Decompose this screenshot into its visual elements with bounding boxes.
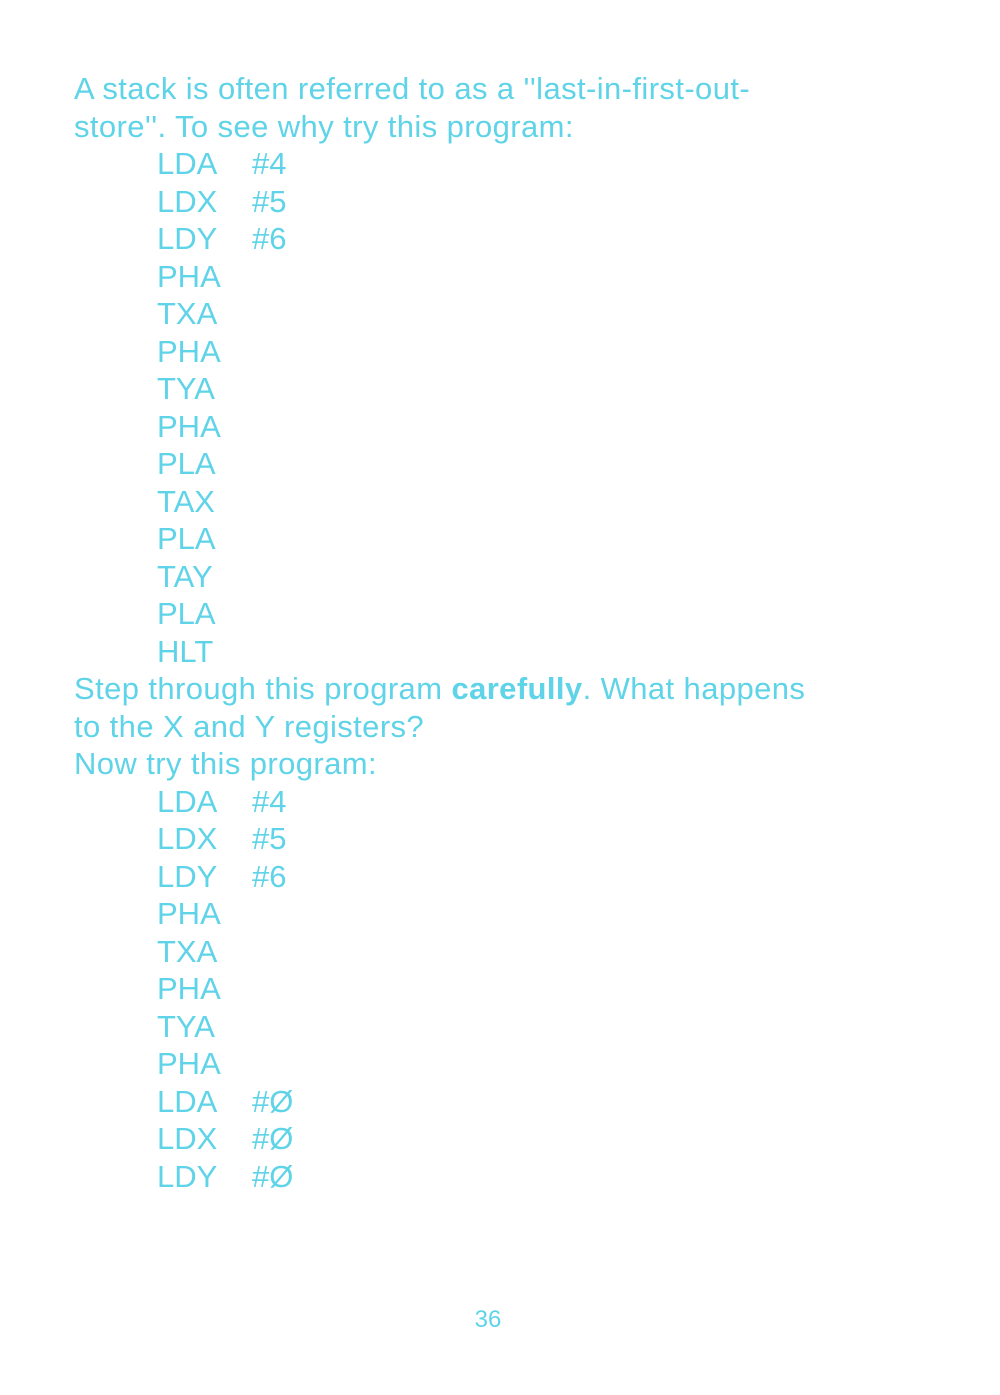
page-number: 36 (474, 1306, 502, 1333)
code-operand: #4 (252, 783, 287, 819)
code-line (157, 1158, 904, 1196)
middle-line-3: Now try this program: (74, 746, 377, 781)
code-line (157, 1008, 904, 1046)
code-mnemonic: PHA (157, 408, 221, 444)
code-operand: #Ø (252, 1121, 294, 1156)
code-mnemonic: PHA (157, 258, 221, 294)
code-mnemonic: TAY (157, 558, 213, 594)
code-mnemonic: LDX (157, 1121, 218, 1156)
code-line (157, 145, 904, 183)
code-line (157, 295, 904, 333)
intro-line-1: A stack is often referred to as a ''last-in-first-out- (74, 71, 751, 106)
code-mnemonic: LDY (157, 1158, 218, 1194)
code-mnemonic: PHA (157, 971, 221, 1006)
program-listing-2 (74, 783, 904, 1196)
code-line (157, 333, 904, 371)
code-line (157, 370, 904, 408)
code-line (157, 858, 904, 896)
code-line (157, 895, 904, 933)
middle-line-2: to the X and Y registers? (74, 708, 425, 744)
code-mnemonic: LDY (157, 221, 218, 256)
code-line (157, 483, 904, 521)
page-content (74, 70, 904, 1195)
code-mnemonic: TXA (157, 296, 218, 331)
code-mnemonic: PLA (157, 521, 216, 556)
code-operand: #4 (252, 146, 287, 181)
code-line (157, 933, 904, 971)
code-line (157, 595, 904, 633)
intro-paragraph (74, 70, 904, 145)
code-line (157, 520, 904, 558)
code-mnemonic: LDX (157, 821, 218, 856)
code-mnemonic: PHA (157, 1046, 221, 1081)
code-line (157, 970, 904, 1008)
code-operand: #5 (252, 821, 287, 856)
code-operand: #6 (252, 221, 287, 256)
middle-line-1-start: Step through this program (74, 671, 452, 706)
code-line (157, 408, 904, 446)
code-operand: #Ø (252, 1083, 294, 1119)
code-line (157, 1120, 904, 1158)
code-line (157, 1083, 904, 1121)
intro-line-2: store''. To see why try this program: (74, 108, 574, 144)
code-mnemonic: LDX (157, 183, 218, 219)
code-mnemonic: TXA (157, 933, 218, 969)
middle-line-1-end: . What happens (582, 671, 806, 706)
code-mnemonic: PHA (157, 896, 221, 931)
code-operand: #Ø (252, 1158, 294, 1194)
code-line (157, 220, 904, 258)
code-line (157, 258, 904, 296)
emphasis-carefully: carefully (451, 671, 583, 706)
code-operand: #6 (252, 858, 287, 894)
code-line (157, 633, 904, 671)
code-mnemonic: TAX (157, 483, 215, 519)
code-line (157, 783, 904, 821)
code-mnemonic: HLT (157, 633, 214, 669)
code-mnemonic: LDA (157, 783, 218, 819)
code-mnemonic: PLA (157, 446, 216, 481)
code-mnemonic: LDY (157, 858, 218, 894)
code-mnemonic: LDA (157, 1083, 218, 1119)
code-line (157, 445, 904, 483)
code-mnemonic: TYA (157, 371, 215, 406)
code-mnemonic: LDA (157, 146, 218, 181)
code-line (157, 183, 904, 221)
code-mnemonic: PHA (157, 333, 221, 369)
code-line (157, 820, 904, 858)
code-operand: #5 (252, 183, 287, 219)
code-line (157, 1045, 904, 1083)
code-line (157, 558, 904, 596)
code-mnemonic: PLA (157, 596, 216, 631)
code-mnemonic: TYA (157, 1008, 215, 1044)
middle-paragraph (74, 670, 904, 783)
program-listing-1 (74, 145, 904, 670)
